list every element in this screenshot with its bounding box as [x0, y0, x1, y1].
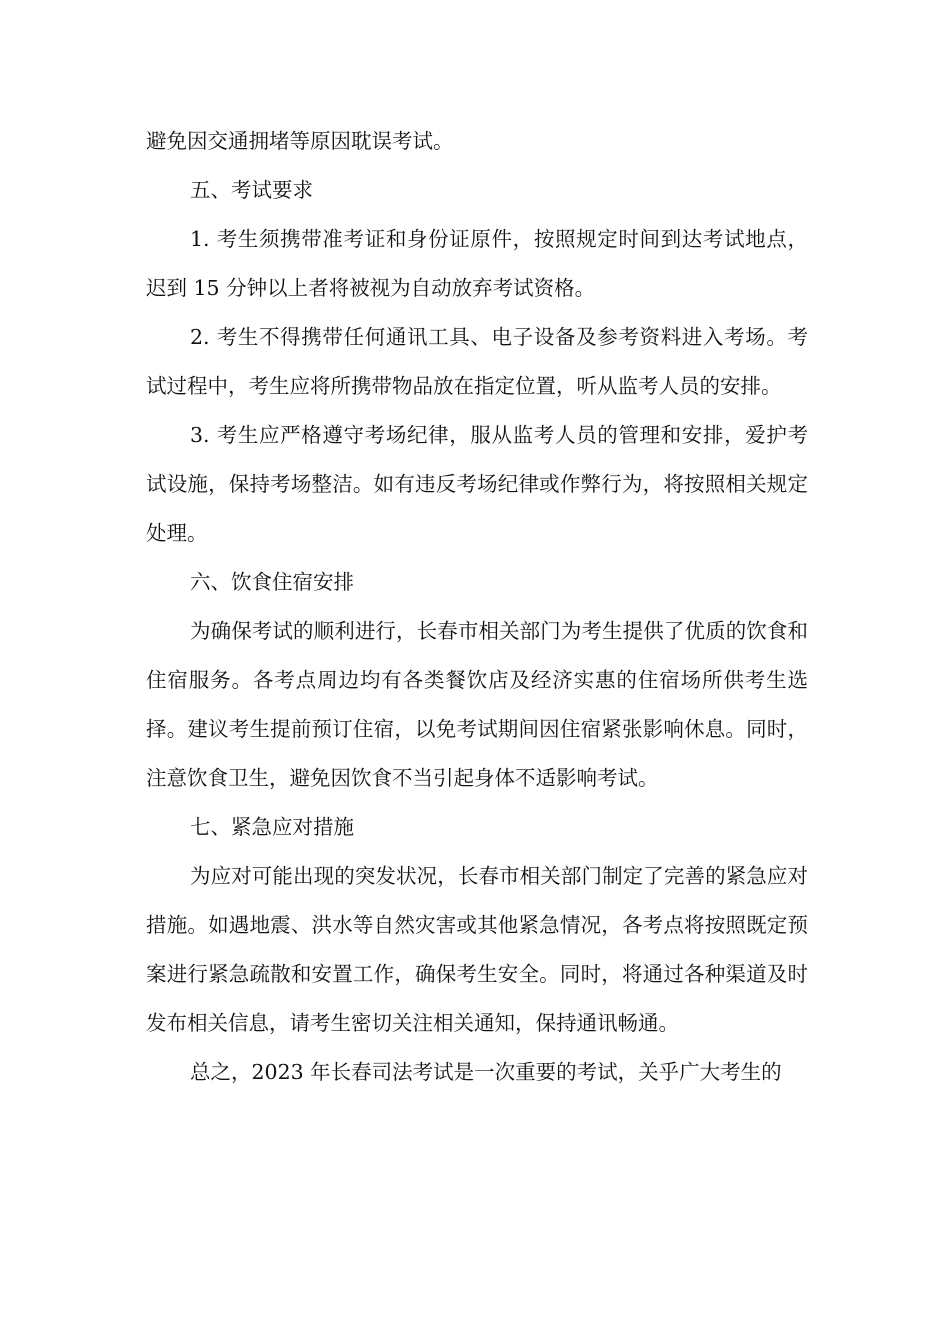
paragraph-continuation: 避免因交通拥堵等原因耽误考试。	[146, 129, 454, 153]
section-heading-exam-requirements: 五、考试要求	[190, 178, 313, 202]
food-lodging-paragraph: 为确保考试的顺利进行，长春市相关部门为考生提供了优质的饮食和住宿服务。各考点周边均有各类餐饮店及经济实惠的住宿场所供考生选择。建议考生提前预订住宿，以免考试期间因住宿紧张影响休息。同时，注意饮食卫生，避免因饮食不当引起身体不适影响考试。	[146, 619, 808, 790]
requirement-item-1: 1. 考生须携带准考证和身份证原件，按照规定时间到达考试地点，迟到 15 分钟以上者将被视为自动放弃考试资格。	[146, 227, 808, 300]
document-body	[146, 117, 808, 1097]
requirement-item-3: 3. 考生应严格遵守考场纪律，服从监考人员的管理和安排，爱护考试设施，保持考场整洁。如有违反考场纪律或作弊行为，将按照相关规定处理。	[146, 423, 808, 545]
section-heading-emergency: 七、紧急应对措施	[190, 815, 354, 839]
requirement-item-2: 2. 考生不得携带任何通讯工具、电子设备及参考资料进入考场。考试过程中，考生应将所携带物品放在指定位置，听从监考人员的安排。	[146, 325, 808, 398]
emergency-paragraph: 为应对可能出现的突发状况，长春市相关部门制定了完善的紧急应对措施。如遇地震、洪水等自然灾害或其他紧急情况，各考点将按照既定预案进行紧急疏散和安置工作，确保考生安全。同时，将通过各种渠道及时发布相关信息，请考生密切关注相关通知，保持通讯畅通。	[146, 864, 808, 1035]
conclusion-paragraph: 总之，2023 年长春司法考试是一次重要的考试，关乎广大考生的	[190, 1060, 782, 1084]
section-heading-food-lodging: 六、饮食住宿安排	[190, 570, 354, 594]
